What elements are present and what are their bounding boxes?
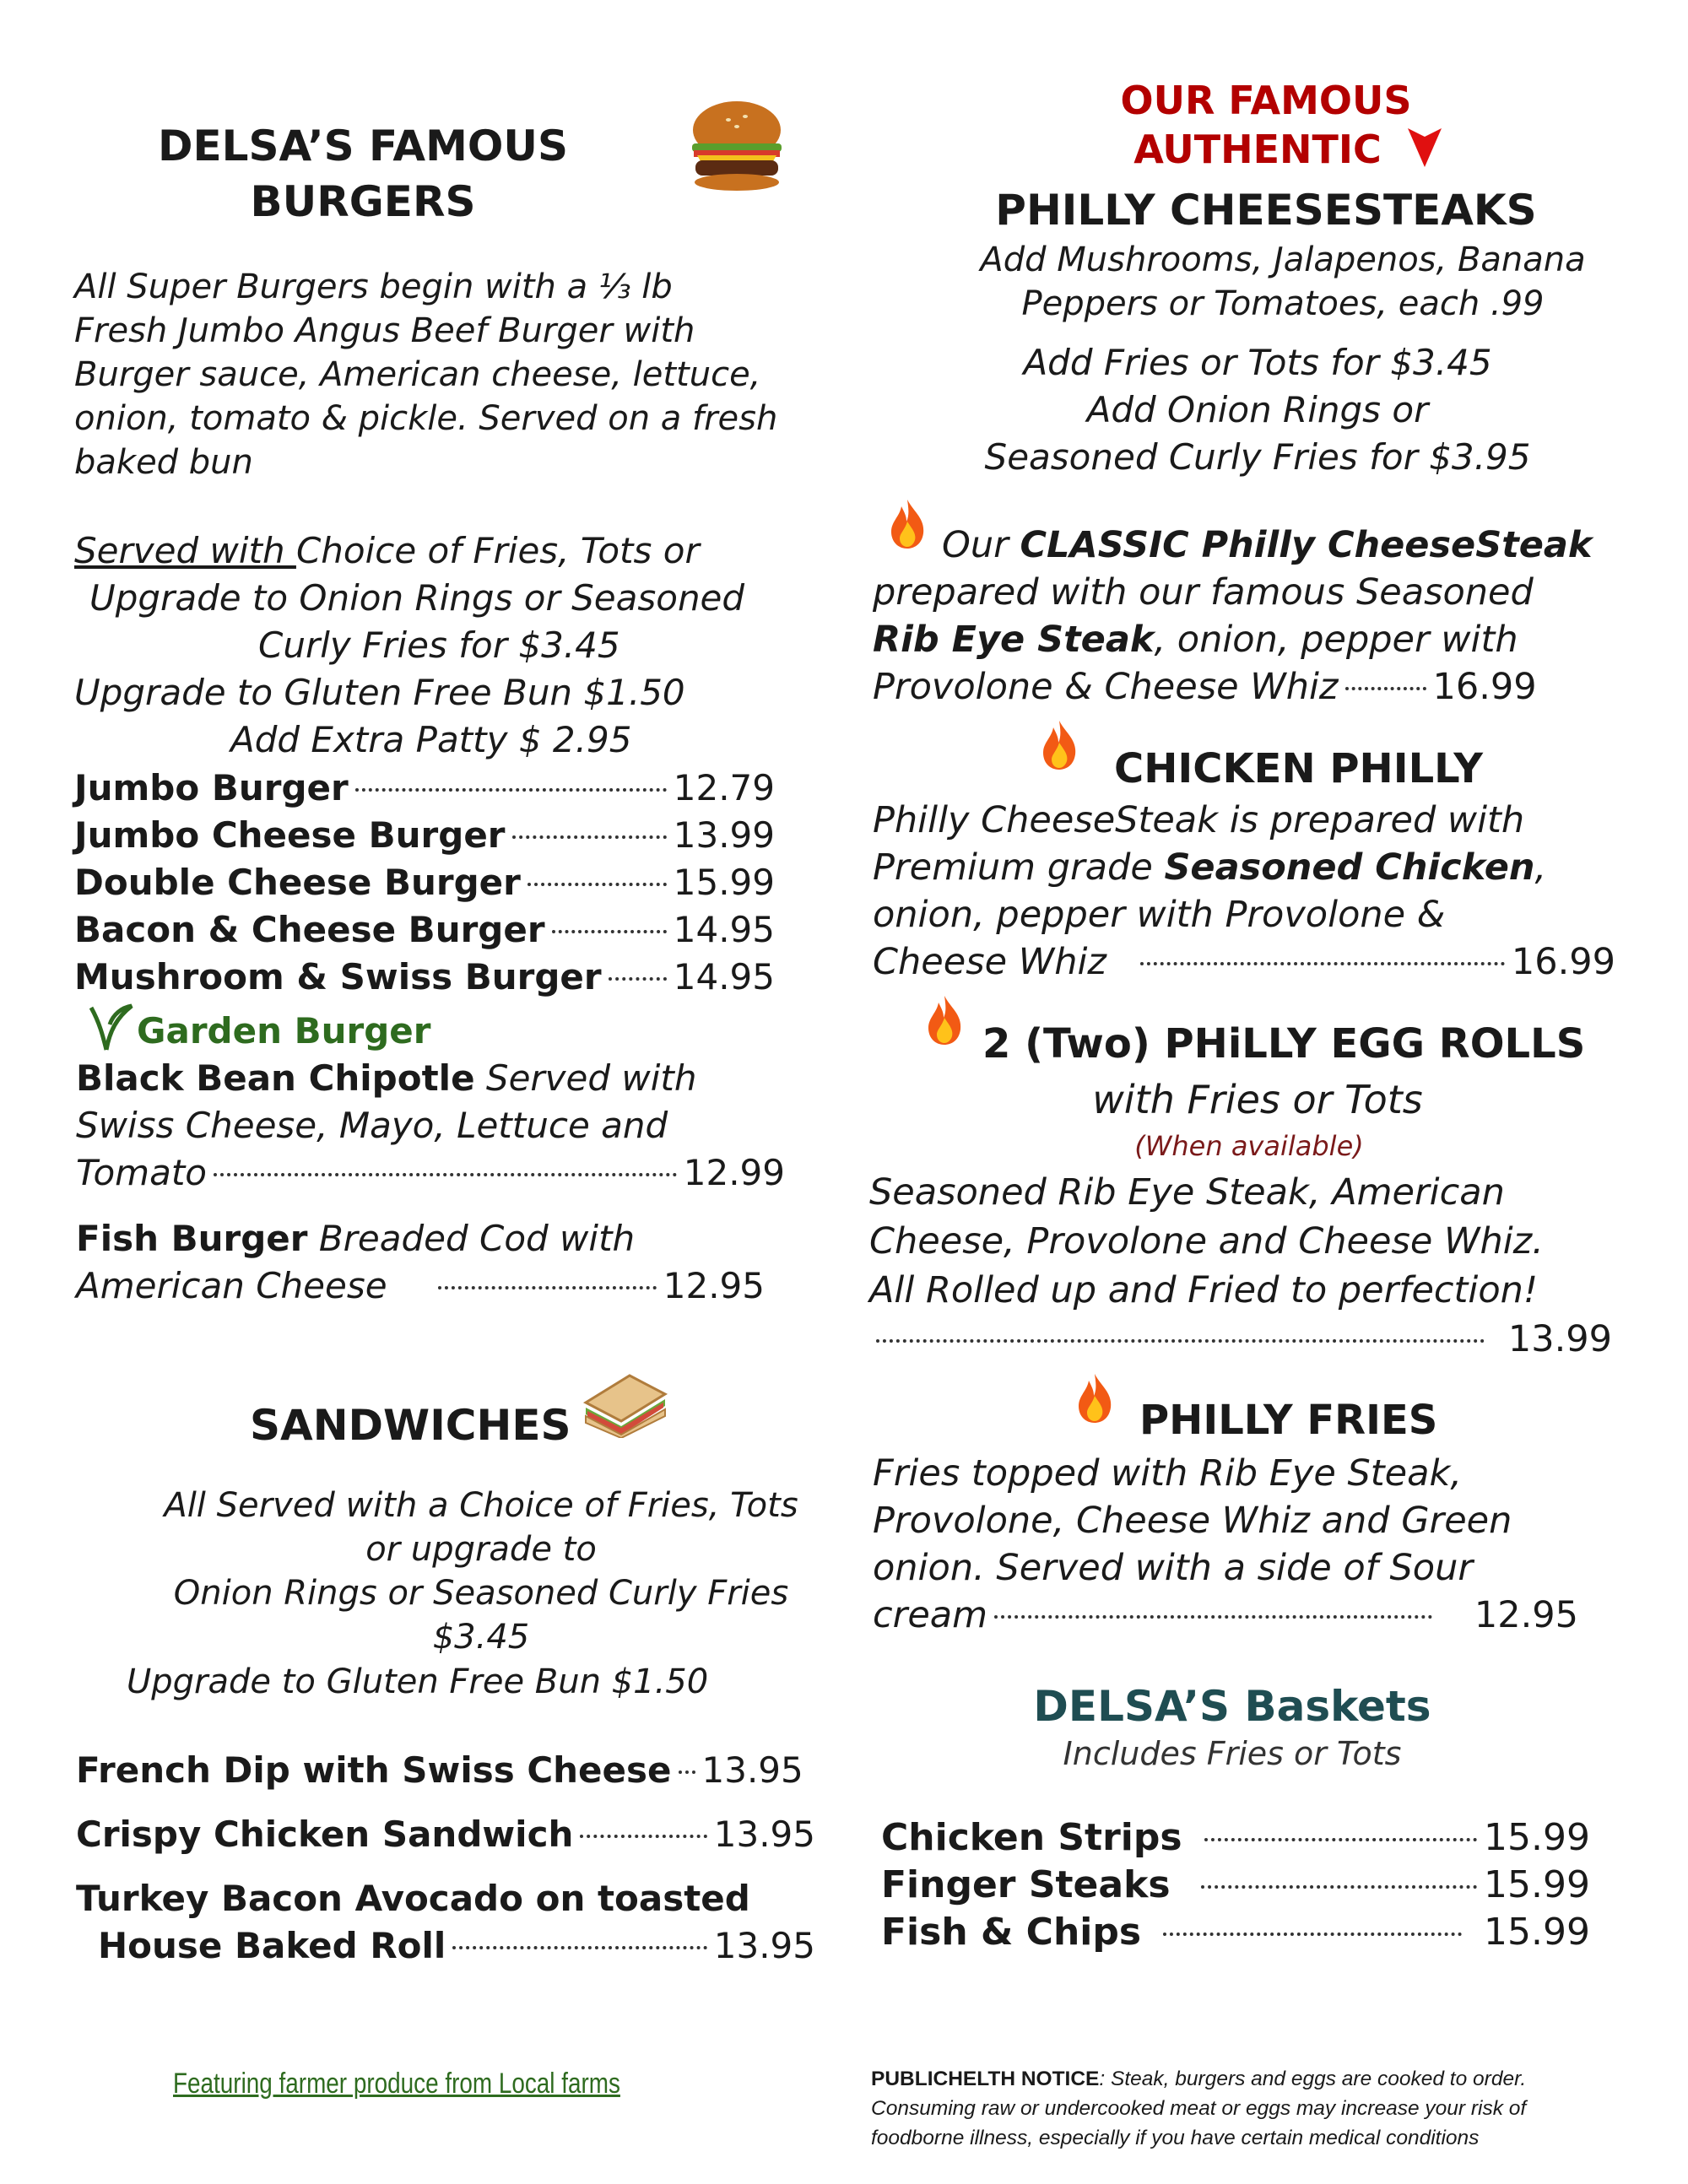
served-with-line xyxy=(74,527,834,575)
dot-leader xyxy=(528,883,667,886)
notice-label: PUBLICHELTH NOTICE xyxy=(871,2068,1100,2090)
dot-leader xyxy=(1201,1885,1478,1889)
served-with-label: Served with xyxy=(74,530,296,571)
notice-line3: foodborne illness, especially if you have certain medical conditions xyxy=(871,2127,1480,2149)
sandwich-icon xyxy=(581,1369,670,1438)
classic-desc-line2: prepared with our famous Seasoned xyxy=(873,571,1534,614)
item-price: 14.95 xyxy=(673,956,775,997)
philly-fries-desc-line2: Provolone, Cheese Whiz and Green xyxy=(873,1500,1512,1542)
egg-rolls-title: 2 (Two) PHiLLY EGG ROLLS xyxy=(982,1020,1586,1068)
dot-leader xyxy=(1204,1838,1477,1841)
philly-fries-desc-line4: cream xyxy=(873,1594,988,1636)
philly-fries-item xyxy=(873,1450,1578,1639)
black-bean-desc: Served with xyxy=(474,1057,697,1099)
arrow-down-icon xyxy=(1406,125,1443,169)
item-price: 12.95 xyxy=(663,1265,765,1306)
item-price: 13.99 xyxy=(1507,1318,1612,1360)
sandwiches-desc-line: All Served with a Choice of Fries, Tots xyxy=(164,1486,798,1525)
item-name: French Dip with Swiss Cheese xyxy=(76,1749,672,1791)
dot-leader xyxy=(552,930,667,933)
item-price: 13.99 xyxy=(673,814,775,856)
menu-item-crispy-chicken xyxy=(76,1811,815,1858)
philly-fries-title: PHILLY FRIES xyxy=(1139,1397,1438,1444)
item-price: 13.95 xyxy=(713,1814,815,1855)
fish-burger-name: Fish Burger xyxy=(76,1218,308,1259)
classic-prefix: Our xyxy=(942,524,1020,566)
dot-leader xyxy=(452,1946,706,1949)
flame-icon xyxy=(1040,719,1079,771)
burgers-description xyxy=(74,265,851,484)
philly-addons-line1: Add Mushrooms, Jalapenos, Banana xyxy=(980,241,1586,279)
item-price: 15.99 xyxy=(1484,1911,1590,1954)
menu-item-chicken-strips xyxy=(881,1814,1590,1862)
classic-rib-eye: Rib Eye Steak xyxy=(873,619,1155,661)
item-price: 12.79 xyxy=(673,767,775,808)
item-price: 12.99 xyxy=(683,1152,785,1193)
our-famous-line2: AUTHENTIC xyxy=(1133,127,1382,172)
item-name: Chicken Strips xyxy=(881,1816,1182,1859)
chicken-philly-title: CHICKEN PHILLY xyxy=(1114,745,1484,792)
sandwiches-description xyxy=(127,1484,836,1659)
black-bean-item xyxy=(76,1055,785,1197)
black-bean-desc-line3: Tomato xyxy=(76,1152,207,1193)
menu-item-jumbo-cheese-burger xyxy=(74,812,775,859)
item-price: 15.99 xyxy=(673,862,775,903)
served-with-choice: Choice of Fries, Tots or xyxy=(295,530,700,571)
notice-line2: Consuming raw or undercooked meat or eggs may increase your risk of xyxy=(871,2097,1527,2120)
philly-fries-line3: Seasoned Curly Fries for $3.95 xyxy=(984,436,1531,478)
item-price: 13.95 xyxy=(713,1925,815,1966)
black-bean-name: Black Bean Chipotle xyxy=(76,1057,475,1099)
gluten-free-line: Upgrade to Gluten Free Bun $1.50 xyxy=(74,672,685,713)
chicken-desc-line2c: , xyxy=(1534,846,1547,889)
dot-leader xyxy=(609,977,667,981)
menu-item-mushroom-swiss-burger xyxy=(74,954,775,1001)
classic-desc-line4: Provolone & Cheese Whiz xyxy=(873,666,1339,708)
dot-leader xyxy=(1140,962,1505,965)
chicken-philly-item xyxy=(873,797,1615,986)
item-price: 14.95 xyxy=(673,909,775,950)
menu-item-fish-chips xyxy=(881,1909,1590,1956)
burgers-desc-line: onion, tomato & pickle. Served on a fresh xyxy=(74,399,778,438)
notice-line1: : Steak, burgers and eggs are cooked to order. xyxy=(1099,2068,1527,2090)
philly-addons xyxy=(912,238,1654,326)
chicken-desc-line3: onion, pepper with Provolone & xyxy=(873,894,1446,936)
burgers-title-line2: BURGERS xyxy=(250,177,476,226)
upgrade-line1: Upgrade to Onion Rings or Seasoned xyxy=(89,577,745,619)
burgers-title-line1: DELSA’S FAMOUS xyxy=(157,122,569,170)
burgers-title xyxy=(127,118,599,230)
flame-icon xyxy=(925,994,964,1046)
turkey-bacon-name: Turkey Bacon Avocado on toasted xyxy=(76,1878,750,1919)
fish-burger-desc-line2: American Cheese xyxy=(76,1265,387,1306)
footer-local-farms: Featuring farmer produce from Local farms xyxy=(173,2068,620,2100)
dot-leader xyxy=(355,788,667,792)
egg-rolls-availability: (When available) xyxy=(1134,1130,1364,1162)
egg-rolls-item xyxy=(869,1168,1612,1364)
item-name: Jumbo Cheese Burger xyxy=(74,814,506,856)
burgers-desc-line: All Super Burgers begin with a ⅓ lb xyxy=(74,268,673,306)
dot-leader xyxy=(438,1286,657,1289)
philly-fries-line1: Add Fries or Tots for $3.45 xyxy=(1023,342,1492,383)
sandwiches-desc-line: Onion Rings or Seasoned Curly Fries xyxy=(173,1574,789,1613)
item-price: 16.99 xyxy=(1432,666,1537,708)
dot-leader xyxy=(1345,687,1426,690)
menu-item-jumbo-burger xyxy=(74,765,775,812)
burgers-options xyxy=(74,527,834,764)
dot-leader xyxy=(214,1173,677,1176)
item-price: 16.99 xyxy=(1511,941,1615,983)
menu-item-bacon-cheese-burger xyxy=(74,906,775,954)
sandwich-list xyxy=(76,1747,815,1970)
flame-icon xyxy=(1075,1372,1114,1424)
item-name: Bacon & Cheese Burger xyxy=(74,909,545,950)
item-price: 12.95 xyxy=(1474,1594,1578,1636)
chicken-desc-line2a: Premium grade xyxy=(873,846,1165,889)
classic-desc-line3: , onion, pepper with xyxy=(1154,619,1518,661)
menu-item-finger-steaks xyxy=(881,1862,1590,1909)
chicken-desc-line4: Cheese Whiz xyxy=(873,941,1107,983)
burger-icon xyxy=(682,95,792,194)
burgers-desc-line: Fresh Jumbo Angus Beef Burger with xyxy=(74,311,695,350)
item-price: 13.95 xyxy=(701,1749,803,1791)
philly-title: PHILLY CHEESESTEAKS xyxy=(995,186,1537,235)
philly-fries-desc-line1: Fries topped with Rib Eye Steak, xyxy=(873,1452,1463,1495)
philly-fries-desc-line3: onion. Served with a side of Sour xyxy=(873,1547,1474,1589)
burger-list xyxy=(74,765,775,1001)
philly-side-upgrades xyxy=(895,339,1620,481)
item-name: Crispy Chicken Sandwich xyxy=(76,1814,574,1855)
item-name: Finger Steaks xyxy=(881,1863,1171,1906)
dot-leader xyxy=(679,1770,695,1774)
egg-rolls-desc-line2: Cheese, Provolone and Cheese Whiz. xyxy=(869,1220,1544,1262)
our-famous-line1: OUR FAMOUS xyxy=(1120,78,1412,123)
dot-leader xyxy=(580,1835,706,1838)
dot-leader xyxy=(512,835,667,839)
item-name: Mushroom & Swiss Burger xyxy=(74,956,602,997)
baskets-subtitle: Includes Fries or Tots xyxy=(1063,1735,1402,1772)
menu-item-turkey-bacon xyxy=(76,1922,815,1970)
menu-item-double-cheese-burger xyxy=(74,859,775,906)
dot-leader xyxy=(1163,1933,1462,1936)
chicken-seasoned: Seasoned Chicken xyxy=(1164,846,1535,889)
menu-item-french-dip xyxy=(76,1747,815,1794)
item-name: House Baked Roll xyxy=(98,1925,446,1966)
public-health-notice xyxy=(871,2064,1664,2153)
sandwiches-gluten-free: Upgrade to Gluten Free Bun $1.50 xyxy=(127,1662,709,1701)
garden-burger-title: Garden Burger xyxy=(137,1010,431,1051)
baskets-title: DELSA’S Baskets xyxy=(1033,1682,1431,1731)
item-price: 15.99 xyxy=(1484,1816,1590,1859)
burgers-desc-line: baked bun xyxy=(74,443,253,482)
egg-rolls-desc-line3: All Rolled up and Fried to perfection! xyxy=(869,1269,1539,1311)
fish-burger-item xyxy=(76,1215,765,1310)
leaf-icon xyxy=(88,1003,135,1053)
extra-patty-line: Add Extra Patty $ 2.95 xyxy=(230,719,632,760)
sandwiches-desc-line: $3.45 xyxy=(432,1618,530,1657)
item-price: 15.99 xyxy=(1484,1863,1590,1906)
philly-addons-line2: Peppers or Tomatoes, each .99 xyxy=(1021,284,1545,323)
egg-rolls-subtitle: with Fries or Tots xyxy=(1092,1077,1423,1122)
dot-leader xyxy=(876,1339,1485,1343)
egg-rolls-desc-line1: Seasoned Rib Eye Steak, American xyxy=(869,1171,1505,1214)
fish-burger-desc: Breaded Cod with xyxy=(307,1218,636,1259)
black-bean-desc-line2: Swiss Cheese, Mayo, Lettuce and xyxy=(76,1105,668,1146)
item-name: Jumbo Burger xyxy=(74,767,349,808)
upgrade-line2: Curly Fries for $3.45 xyxy=(258,624,620,666)
burgers-desc-line: Burger sauce, American cheese, lettuce, xyxy=(74,355,761,394)
chicken-desc-line1: Philly CheeseSteak is prepared with xyxy=(873,799,1525,841)
sandwiches-title: SANDWICHES xyxy=(250,1401,571,1450)
dot-leader xyxy=(994,1615,1432,1619)
item-name: Double Cheese Burger xyxy=(74,862,521,903)
item-name: Fish & Chips xyxy=(881,1911,1142,1954)
sandwiches-desc-line: or upgrade to xyxy=(365,1530,597,1569)
classic-philly-item xyxy=(873,522,1615,711)
baskets-list xyxy=(881,1814,1590,1956)
philly-fries-line2: Add Onion Rings or xyxy=(1086,389,1429,430)
classic-philly-name: CLASSIC Philly CheeseSteak xyxy=(1020,524,1593,566)
